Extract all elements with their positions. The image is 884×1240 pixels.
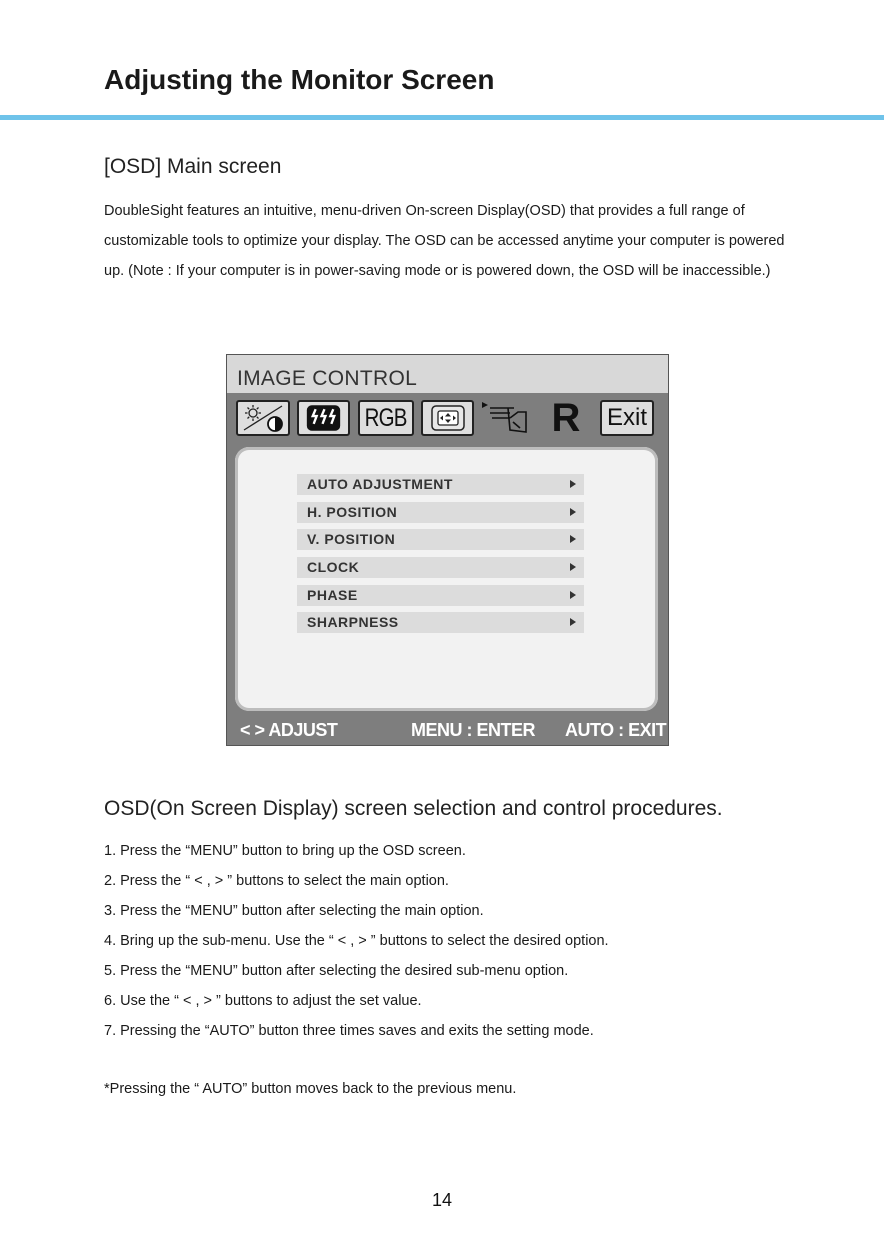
- chevron-right-icon: [570, 563, 576, 571]
- auto-exit-hint: AUTO : EXIT: [565, 720, 667, 740]
- osd-setup-icon[interactable]: [480, 400, 532, 436]
- reset-tab-label: R: [551, 396, 581, 440]
- menu-item-label: AUTO ADJUSTMENT: [307, 476, 453, 492]
- menu-item-label: SHARPNESS: [307, 614, 399, 631]
- exit-icon[interactable]: [600, 400, 654, 436]
- osd-footer-hints: [227, 717, 668, 745]
- list-item: 1. Press the “MENU” button to bring up the OSD screen.: [104, 843, 466, 859]
- exit-tab-label: Exit: [606, 404, 647, 431]
- adjust-hint: < > ADJUST: [240, 720, 338, 740]
- auto-button-note: *Pressing the “ AUTO” button moves back to the previous menu.: [104, 1081, 517, 1097]
- title-rule: [0, 115, 884, 120]
- chevron-right-icon: [570, 618, 576, 626]
- reset-icon[interactable]: [541, 396, 591, 440]
- menu-enter-hint: MENU : ENTER: [411, 720, 535, 740]
- list-item: 7. Pressing the “AUTO” button three times saves and exits the setting mode.: [104, 1023, 594, 1039]
- brightness-contrast-icon[interactable]: [236, 400, 290, 436]
- list-item: 5. Press the “MENU” button after selecting the desired sub-menu option.: [104, 963, 569, 979]
- procedures-heading: OSD(On Screen Display) screen selection and control procedures.: [104, 797, 723, 820]
- chevron-right-icon: [570, 535, 576, 543]
- chevron-right-icon: [570, 480, 576, 488]
- chevron-right-icon: [570, 591, 576, 599]
- list-item: 6. Use the “ < , > ” buttons to adjust the set value.: [104, 993, 422, 1009]
- osd-title-bar: [227, 355, 668, 393]
- osd-screen-figure: [226, 354, 669, 746]
- list-item: 3. Press the “MENU” button after selecting the main option.: [104, 903, 484, 919]
- menu-item-label: H. POSITION: [307, 503, 398, 520]
- page-title: Adjusting the Monitor Screen: [104, 64, 495, 95]
- menu-item-auto-adjustment[interactable]: [297, 474, 584, 495]
- menu-item-sharpness[interactable]: [297, 612, 584, 633]
- menu-item-v-position[interactable]: [297, 529, 584, 550]
- procedure-steps: [104, 836, 609, 1046]
- rgb-icon[interactable]: [358, 400, 414, 436]
- intro-paragraph: DoubleSight features an intuitive, menu-driven On-screen Display(OSD) that provides a full range of customizable tools to optimize your display. The OSD can be accessed anytime your computer is powered up. (Note : If your computer is in power-saving mode or is powered down, the OSD will be inaccessible.): [104, 203, 785, 279]
- rgb-tab-label: RGB: [365, 403, 407, 432]
- menu-item-clock[interactable]: [297, 557, 584, 578]
- menu-item-h-position[interactable]: [297, 502, 584, 523]
- signal-sync-icon[interactable]: [297, 400, 350, 436]
- list-item: 4. Bring up the sub-menu. Use the “ < , > ” buttons to select the desired option.: [104, 933, 609, 949]
- osd-menu-panel: [235, 447, 658, 711]
- menu-item-label: CLOCK: [307, 559, 360, 576]
- osd-main-heading: [OSD] Main screen: [104, 155, 282, 178]
- osd-menu-list: [297, 474, 584, 640]
- osd-title: IMAGE CONTROL: [237, 367, 418, 390]
- chevron-right-icon: [570, 508, 576, 516]
- osd-tab-bar: [236, 396, 661, 440]
- page-number: 14: [431, 1190, 453, 1210]
- menu-item-phase[interactable]: [297, 585, 584, 606]
- list-item: 2. Press the “ < , > ” buttons to select the main option.: [104, 873, 449, 889]
- menu-item-label: PHASE: [307, 586, 358, 603]
- menu-item-label: V. POSITION: [307, 531, 396, 548]
- screen-position-icon[interactable]: [421, 400, 474, 436]
